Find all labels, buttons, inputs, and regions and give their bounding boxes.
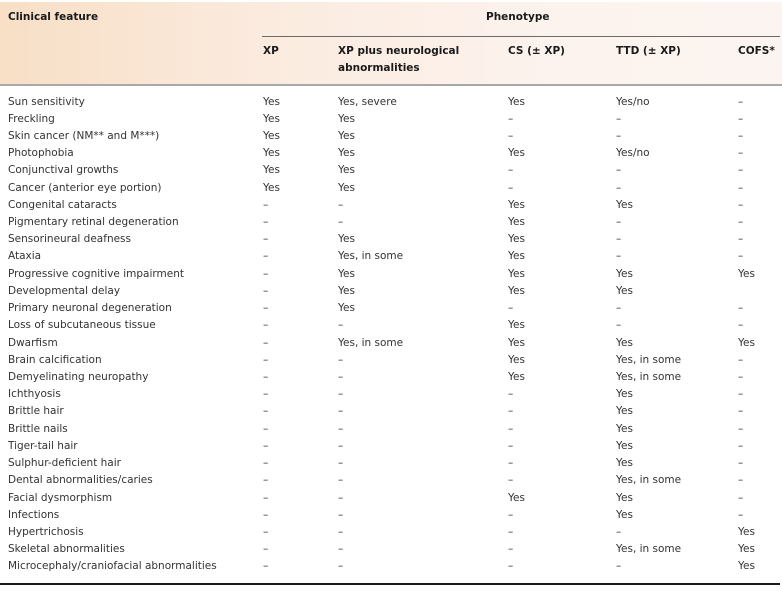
xp-cell: – xyxy=(263,543,269,556)
cs-cell: – xyxy=(508,422,514,435)
xp-neuro-cell: – xyxy=(338,422,344,435)
table-row xyxy=(0,541,782,558)
cs-cell: Yes xyxy=(508,250,525,263)
cofs-cell: – xyxy=(738,164,744,177)
cs-cell: Yes xyxy=(508,336,525,349)
column-header-cofs: COFS* xyxy=(738,45,775,57)
ttd-cell: Yes xyxy=(616,422,633,435)
table-row xyxy=(0,248,782,265)
feature-cell: Demyelinating neuropathy xyxy=(8,371,149,384)
feature-cell: Pigmentary retinal degeneration xyxy=(8,216,179,229)
table-bottom-rule xyxy=(0,583,780,585)
xp-cell: – xyxy=(263,233,269,246)
feature-cell: Microcephaly/craniofacial abnormalities xyxy=(8,560,217,573)
feature-cell: Sensorineural deafness xyxy=(8,233,131,246)
feature-cell: Brittle nails xyxy=(8,422,68,435)
ttd-cell: – xyxy=(616,319,622,332)
xp-neuro-cell: Yes xyxy=(338,284,355,297)
cs-cell: Yes xyxy=(508,319,525,332)
xp-neuro-cell: – xyxy=(338,388,344,401)
ttd-cell: Yes xyxy=(616,388,633,401)
table-row xyxy=(0,317,782,334)
xp-cell: – xyxy=(263,491,269,504)
xp-neuro-cell: Yes xyxy=(338,181,355,194)
xp-neuro-cell: Yes xyxy=(338,267,355,280)
cofs-cell: Yes xyxy=(738,526,755,538)
feature-cell: Skin cancer (NM** and M***) xyxy=(8,129,160,142)
xp-cell: – xyxy=(263,439,269,452)
xp-neuro-cell: Yes xyxy=(338,302,355,315)
feature-cell: Facial dysmorphism xyxy=(8,491,113,504)
ttd-cell: Yes/no xyxy=(616,95,650,108)
feature-cell: Loss of subcutaneous tissue xyxy=(8,319,156,332)
cofs-cell: – xyxy=(738,371,744,384)
xp-neuro-cell: – xyxy=(338,508,344,521)
ttd-cell: Yes xyxy=(616,336,633,349)
feature-cell: Brain calcification xyxy=(8,353,102,366)
xp-neuro-cell: – xyxy=(338,560,344,573)
cs-cell: Yes xyxy=(508,198,525,211)
xp-neuro-cell: – xyxy=(338,439,344,452)
row-header-label: Clinical feature xyxy=(8,11,99,23)
xp-neuro-cell: – xyxy=(338,216,344,229)
table-row xyxy=(0,403,782,420)
xp-cell: – xyxy=(263,250,269,263)
cs-cell: Yes xyxy=(508,353,525,366)
table-row xyxy=(0,128,782,145)
xp-cell: – xyxy=(263,302,269,315)
table-row xyxy=(0,472,782,489)
feature-cell: Dental abnormalities/caries xyxy=(8,474,153,487)
xp-cell: Yes xyxy=(263,112,280,125)
feature-cell: Dwarfism xyxy=(8,336,58,349)
feature-cell: Progressive cognitive impairment xyxy=(8,267,184,280)
cs-cell: – xyxy=(508,474,514,487)
cs-cell: Yes xyxy=(508,95,525,108)
table-row xyxy=(0,335,782,352)
feature-cell: Ichthyosis xyxy=(8,388,61,401)
table-row xyxy=(0,490,782,507)
table-row xyxy=(0,386,782,403)
ttd-cell: Yes xyxy=(616,491,633,504)
cofs-cell: – xyxy=(738,405,744,418)
cofs-cell: – xyxy=(738,112,744,125)
xp-cell: Yes xyxy=(263,181,280,194)
table-row xyxy=(0,145,782,162)
ttd-cell: – xyxy=(616,216,622,229)
table-row xyxy=(0,214,782,231)
cs-cell: – xyxy=(508,129,514,142)
ttd-cell: Yes, in some xyxy=(616,353,682,366)
cofs-cell: – xyxy=(738,439,744,452)
cofs-cell: – xyxy=(738,198,744,211)
table-row xyxy=(0,524,782,541)
ttd-cell: – xyxy=(616,560,622,573)
xp-cell: – xyxy=(263,457,269,470)
feature-cell: Hypertrichosis xyxy=(8,526,84,538)
xp-cell: – xyxy=(263,474,269,487)
feature-cell: Ataxia xyxy=(8,250,42,263)
column-header-cs: CS (± XP) xyxy=(508,45,565,57)
ttd-cell: Yes, in some xyxy=(616,543,682,556)
ttd-cell: – xyxy=(616,164,622,177)
table-row xyxy=(0,162,782,179)
xp-cell: – xyxy=(263,284,269,297)
cs-cell: Yes xyxy=(508,284,525,297)
xp-cell: Yes xyxy=(263,95,280,108)
xp-neuro-cell: – xyxy=(338,491,344,504)
ttd-cell: Yes, in some xyxy=(616,371,682,384)
xp-cell: – xyxy=(263,267,269,280)
feature-cell: Conjunctival growths xyxy=(8,164,119,177)
column-header-xp-neuro-line1: XP plus neurological xyxy=(338,45,460,57)
xp-cell: – xyxy=(263,319,269,332)
cofs-cell: – xyxy=(738,474,744,487)
feature-cell: Skeletal abnormalities xyxy=(8,543,125,556)
ttd-cell: – xyxy=(616,302,622,315)
cofs-cell: Yes xyxy=(738,267,755,280)
table-row xyxy=(0,180,782,197)
ttd-cell: Yes/no xyxy=(616,147,650,160)
cofs-cell: – xyxy=(738,422,744,435)
ttd-cell: – xyxy=(616,526,622,538)
cofs-cell: – xyxy=(738,491,744,504)
table-row xyxy=(0,111,782,128)
cofs-cell: – xyxy=(738,129,744,142)
cofs-cell: – xyxy=(738,216,744,229)
table-header xyxy=(0,2,782,86)
ttd-cell: Yes xyxy=(616,508,633,521)
table-row xyxy=(0,197,782,214)
xp-cell: – xyxy=(263,353,269,366)
cs-cell: – xyxy=(508,164,514,177)
feature-cell: Tiger-tail hair xyxy=(8,439,78,452)
cs-cell: – xyxy=(508,543,514,556)
ttd-cell: – xyxy=(616,181,622,194)
cs-cell: – xyxy=(508,508,514,521)
xp-neuro-cell: – xyxy=(338,543,344,556)
cs-cell: – xyxy=(508,388,514,401)
cofs-cell: – xyxy=(738,319,744,332)
cs-cell: Yes xyxy=(508,371,525,384)
cofs-cell: Yes xyxy=(738,560,755,573)
cofs-cell: – xyxy=(738,508,744,521)
xp-neuro-cell: – xyxy=(338,198,344,211)
ttd-cell: Yes xyxy=(616,439,633,452)
cofs-cell: Yes xyxy=(738,336,755,349)
xp-cell: – xyxy=(263,216,269,229)
xp-neuro-cell: – xyxy=(338,353,344,366)
column-header-xp: XP xyxy=(263,45,279,57)
cs-cell: – xyxy=(508,405,514,418)
xp-cell: – xyxy=(263,336,269,349)
table-row xyxy=(0,421,782,438)
table-row xyxy=(0,300,782,317)
xp-cell: – xyxy=(263,422,269,435)
cs-cell: Yes xyxy=(508,233,525,246)
xp-neuro-cell: Yes xyxy=(338,233,355,246)
xp-cell: – xyxy=(263,405,269,418)
cs-cell: – xyxy=(508,302,514,315)
feature-cell: Cancer (anterior eye portion) xyxy=(8,181,162,194)
table-row xyxy=(0,507,782,524)
ttd-cell: – xyxy=(616,129,622,142)
xp-neuro-cell: Yes, in some xyxy=(338,250,404,263)
cofs-cell: – xyxy=(738,181,744,194)
table-row xyxy=(0,438,782,455)
phenotype-spanner-label: Phenotype xyxy=(486,11,550,23)
xp-cell: – xyxy=(263,526,269,538)
table-row xyxy=(0,283,782,300)
cofs-cell: – xyxy=(738,302,744,315)
feature-cell: Primary neuronal degeneration xyxy=(8,302,172,315)
ttd-cell: Yes xyxy=(616,405,633,418)
cofs-cell: – xyxy=(738,95,744,108)
cs-cell: – xyxy=(508,112,514,125)
xp-cell: – xyxy=(263,508,269,521)
feature-cell: Sulphur-deficient hair xyxy=(8,457,121,470)
cs-cell: – xyxy=(508,560,514,573)
spanner-rule xyxy=(262,36,780,37)
feature-cell: Developmental delay xyxy=(8,284,121,297)
cofs-cell: – xyxy=(738,250,744,263)
cofs-cell: – xyxy=(738,233,744,246)
table-row xyxy=(0,455,782,472)
cs-cell: – xyxy=(508,526,514,538)
xp-neuro-cell: Yes xyxy=(338,112,355,125)
xp-cell: – xyxy=(263,560,269,573)
xp-cell: Yes xyxy=(263,147,280,160)
ttd-cell: Yes xyxy=(616,267,633,280)
cofs-cell: – xyxy=(738,147,744,160)
cofs-cell: – xyxy=(738,457,744,470)
xp-neuro-cell: Yes xyxy=(338,147,355,160)
xp-neuro-cell: – xyxy=(338,474,344,487)
feature-cell: Freckling xyxy=(8,112,55,125)
ttd-cell: Yes, in some xyxy=(616,474,682,487)
cofs-cell: Yes xyxy=(738,543,755,556)
cs-cell: Yes xyxy=(508,216,525,229)
ttd-cell: Yes xyxy=(616,457,633,470)
table-row xyxy=(0,369,782,386)
xp-neuro-cell: Yes xyxy=(338,164,355,177)
xp-cell: – xyxy=(263,198,269,211)
xp-neuro-cell: Yes, in some xyxy=(338,336,404,349)
xp-neuro-cell: – xyxy=(338,526,344,538)
xp-cell: – xyxy=(263,371,269,384)
xp-neuro-cell: – xyxy=(338,371,344,384)
xp-cell: Yes xyxy=(263,129,280,142)
feature-cell: Sun sensitivity xyxy=(8,95,85,108)
cs-cell: – xyxy=(508,457,514,470)
table-row xyxy=(0,558,782,575)
table-row xyxy=(0,94,782,111)
table-row xyxy=(0,231,782,248)
xp-neuro-cell: Yes xyxy=(338,129,355,142)
xp-neuro-cell: – xyxy=(338,457,344,470)
feature-cell: Photophobia xyxy=(8,147,74,160)
ttd-cell: – xyxy=(616,250,622,263)
xp-cell: Yes xyxy=(263,164,280,177)
table-row xyxy=(0,352,782,369)
cs-cell: Yes xyxy=(508,267,525,280)
feature-cell: Infections xyxy=(8,508,60,521)
cofs-cell: – xyxy=(738,353,744,366)
cofs-cell: – xyxy=(738,388,744,401)
column-header-xp-neuro-line2: abnormalities xyxy=(338,62,420,74)
feature-cell: Congenital cataracts xyxy=(8,198,117,211)
cs-cell: – xyxy=(508,181,514,194)
cs-cell: – xyxy=(508,439,514,452)
ttd-cell: Yes xyxy=(616,198,633,211)
xp-neuro-cell: – xyxy=(338,405,344,418)
ttd-cell: – xyxy=(616,112,622,125)
cs-cell: Yes xyxy=(508,147,525,160)
feature-cell: Brittle hair xyxy=(8,405,64,418)
cs-cell: Yes xyxy=(508,491,525,504)
xp-cell: – xyxy=(263,388,269,401)
xp-neuro-cell: – xyxy=(338,319,344,332)
xp-neuro-cell: Yes, severe xyxy=(338,95,397,108)
table-row xyxy=(0,266,782,283)
ttd-cell: Yes xyxy=(616,284,633,297)
ttd-cell: – xyxy=(616,233,622,246)
column-header-ttd: TTD (± XP) xyxy=(616,45,681,57)
